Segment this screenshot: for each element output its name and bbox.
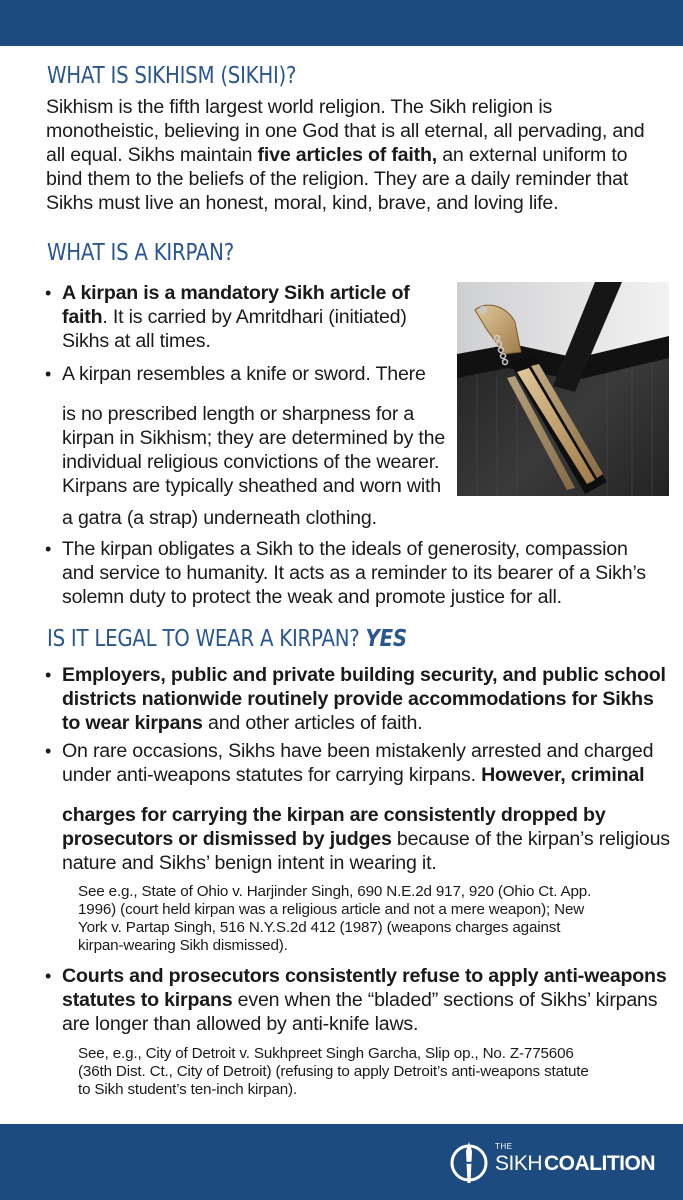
kirpan-b1-line-1: A kirpan is a mandatory Sikh article of <box>62 282 410 304</box>
heading-yes: YES <box>365 626 407 652</box>
heading-what-is-sikhism: WHAT IS SIKHISM (SIKHI)? <box>47 63 297 89</box>
legal-b2-line-5: nature and Sikhs’ benign intent in wearing it. <box>62 852 437 874</box>
citation-2-line-3: to Sikh student’s ten-inch kirpan). <box>78 1081 298 1098</box>
bullet-dot: • <box>45 539 52 559</box>
citation-1-line-2: 1996) (court held kirpan was a religious article and not a mere weapon); New <box>78 901 585 918</box>
legal-b2-line-4: prosecutors or dismissed by judges because of the kirpan’s religious <box>62 828 670 850</box>
citation-2-line-2: (36th Dist. Ct., City of Detroit) (refusing to apply Detroit’s anti-weapons statute <box>78 1063 589 1080</box>
khanda-icon <box>449 1139 491 1187</box>
logo-coalition-text: COALITION <box>544 1152 655 1175</box>
top-banner <box>0 0 683 46</box>
kirpan-b3-line-3: solemn duty to protect the weak and promote justice for all. <box>62 586 562 608</box>
sikhism-line-1: Sikhism is the fifth largest world religion. The Sikh religion is <box>46 96 553 118</box>
kirpan-b2-line-3: kirpan in Sikhism; they are determined by the <box>62 427 446 449</box>
legal-b1-line-2: districts nationwide routinely provide accommodations for Sikhs <box>62 688 654 710</box>
citation-1-line-1: See e.g., State of Ohio v. Harjinder Singh, 690 N.E.2d 917, 920 (Ohio Ct. App. <box>78 883 592 900</box>
logo-the-text: THE <box>495 1142 513 1151</box>
sikh-coalition-logo[interactable] <box>449 1139 659 1187</box>
kirpan-b2-line-4: individual religious convictions of the wearer. <box>62 451 440 473</box>
legal-b3-line-1: Courts and prosecutors consistently refuse to apply anti-weapons <box>62 965 667 987</box>
legal-b2-line-2: under anti-weapons statutes for carrying kirpans. However, criminal <box>62 764 645 786</box>
kirpan-photo <box>457 282 669 496</box>
heading-what-is-kirpan: WHAT IS A KIRPAN? <box>47 240 234 266</box>
kirpan-b1-line-2: faith. It is carried by Amritdhari (initiated) <box>62 306 407 328</box>
citation-1-line-3: York v. Partap Singh, 516 N.Y.S.2d 412 (1987) (weapons charges against <box>78 919 561 936</box>
kirpan-b2-line-5: Kirpans are typically sheathed and worn with <box>62 475 441 497</box>
kirpan-b3-line-1: The kirpan obligates a Sikh to the ideals of generosity, compassion <box>62 538 628 560</box>
kirpan-b2-line-6: a gatra (a strap) underneath clothing. <box>62 507 377 529</box>
bullet-dot: • <box>45 741 52 761</box>
legal-b3-line-2: statutes to kirpans even when the “bladed” sections of Sikhs’ kirpans <box>62 989 658 1011</box>
five-articles-bold: five articles of faith, <box>257 144 437 166</box>
sikhism-line-4: bind them to the beliefs of the religion. They are a daily reminder that <box>46 168 629 190</box>
kirpan-b3-line-2: and service to humanity. It acts as a reminder to its bearer of a Sikh’s <box>62 562 646 584</box>
kirpan-b2-line-2: is no prescribed length or sharpness for a <box>62 403 415 425</box>
citation-1-line-4: kirpan-wearing Sikh dismissed). <box>78 937 288 954</box>
legal-b2-line-1: On rare occasions, Sikhs have been mistakenly arrested and charged <box>62 740 654 762</box>
kirpan-b1-line-3: Sikhs at all times. <box>62 330 211 352</box>
sikhism-line-2: monotheistic, believing in one God that is all eternal, all pervading, and <box>46 120 645 142</box>
bullet-dot: • <box>45 364 52 384</box>
legal-b1-line-3: to wear kirpans and other articles of faith. <box>62 712 423 734</box>
bullet-dot: • <box>45 665 52 685</box>
citation-2-line-1: See, e.g., City of Detroit v. Sukhpreet Singh Garcha, Slip op., No. Z-775606 <box>78 1045 574 1062</box>
legal-b2-line-3: charges for carrying the kirpan are consistently dropped by <box>62 804 606 826</box>
kirpan-b2-line-1: A kirpan resembles a knife or sword. There <box>62 363 426 385</box>
legal-b1-line-1: Employers, public and private building security, and public school <box>62 664 666 686</box>
bullet-dot: • <box>45 966 52 986</box>
sikhism-line-3: all equal. Sikhs maintain five articles of faith, an external uniform to <box>46 144 628 166</box>
legal-b3-line-3: are longer than allowed by anti-knife laws. <box>62 1013 419 1035</box>
logo-sikh-text: SIKH <box>495 1152 543 1175</box>
sikhism-line-5: Sikhs must live an honest, moral, kind, brave, and loving life. <box>46 192 559 214</box>
heading-is-it-legal: IS IT LEGAL TO WEAR A KIRPAN? YES <box>47 626 407 652</box>
footer-banner <box>0 1124 683 1200</box>
bullet-dot: • <box>45 283 52 303</box>
